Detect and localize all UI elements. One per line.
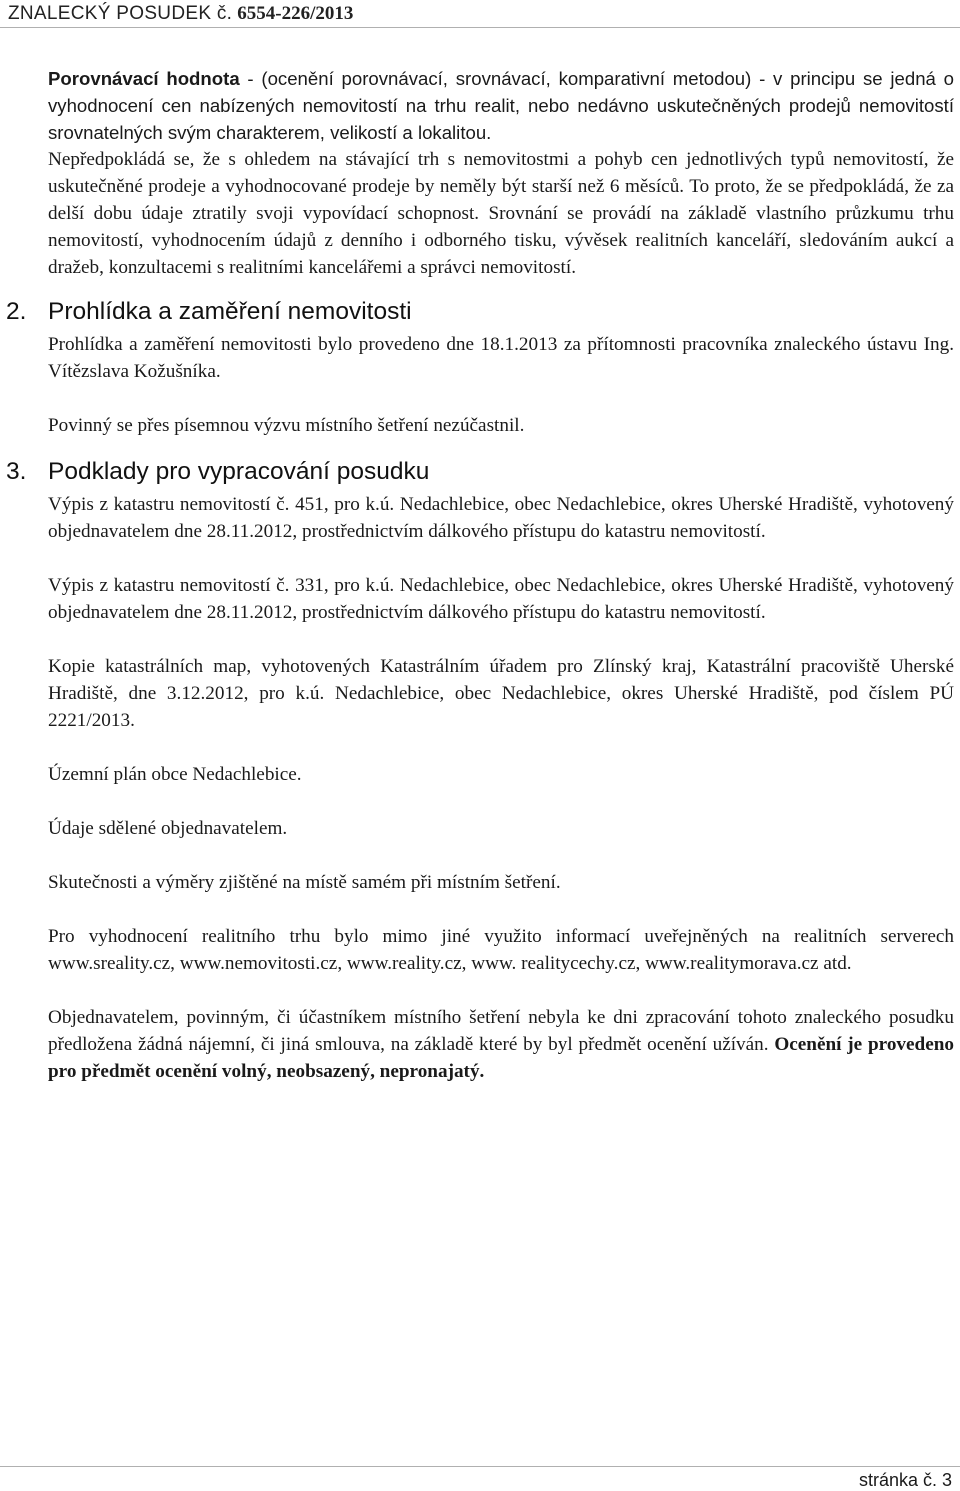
header-document-number: 6554-226/2013	[237, 3, 354, 24]
page-number: stránka č. 3	[858, 1470, 952, 1490]
source-item: Skutečnosti a výměry zjištěné na místě samém při místním šetření.	[48, 872, 561, 893]
source-item: Výpis z katastru nemovitostí č. 331, pro k.ú. Nedachlebice, obec Nedachlebice, okres Uherské Hradiště, vyhotovený objednavatelem dne 28.11.2012, prostřednictvím dálkového přístupu do katastru nemovitostí.	[48, 575, 954, 623]
section-heading-sources	[6, 457, 954, 487]
inspection-paragraph: Prohlídka a zaměření nemovitosti bylo provedeno dne 18.1.2013 za přítomnosti pracovníka znaleckého ústavu Ing. Vítězslava Kožušníka.	[48, 334, 954, 382]
page-header	[0, 0, 960, 28]
comparative-value-term: Porovnávací hodnota	[48, 68, 240, 89]
section-title: Podklady pro vypracování posudku	[48, 458, 430, 485]
section-number: 3.	[6, 458, 27, 485]
final-statement-text: Objednavatelem, povinným, či účastníkem místního šetření nebyla ke dni zpracování tohoto znaleckého posudku předložena žádná nájemní, či jiná smlouva, na základě které by byl předmět ocenění užíván.	[48, 1007, 954, 1055]
source-item: Údaje sdělené objednavatelem.	[48, 818, 288, 839]
comparative-value-paragraph	[48, 65, 954, 146]
comparative-value-text: - (ocenění porovnávací, srovnávací, komparativní metodou) - v principu se jedná o vyhodnocení cen nabízených nemovitostí na trhu realit, nebo nedávno uskutečněných prodejů nemovitostí srovnatelných svým charakterem, velikostí a lokalitou.	[48, 68, 954, 143]
market-text-rest: To proto, že se předpokládá, že za delší dobu údaje ztratily svoji vypovídací schopnost. Srovnání se provádí na základě vlastního průzkumu trhu nemovitostí, vyhodnocením údajů z denního i odborného tisku, vývěsek realitních kanceláří, sledováním aukcí a dražeb, konzultacemi s realitními kancelářemi a správci nemovitostí.	[48, 176, 954, 278]
section-number: 2.	[6, 298, 27, 325]
section-title: Prohlídka a zaměření nemovitosti	[48, 298, 412, 325]
header-title	[8, 3, 353, 25]
final-statement-paragraph	[48, 1004, 954, 1085]
source-item: Pro vyhodnocení realitního trhu bylo mimo jiné využito informací uveřejněných na realitních serverech www.sreality.cz, www.nemovitosti.cz, www.reality.cz, www. realitycechy.cz, www.realitymorava.cz atd.	[48, 926, 954, 974]
market-text-start: Nepředpokládá se, že s ohledem na stávající trh s nemovitostmi a pohyb cen jednotlivých typů nemovitostí, že uskutečněné prodeje a vyhodnocované prodeje by neměly být starší než 6 měsíců.	[48, 149, 954, 197]
absence-paragraph: Povinný se přes písemnou výzvu místního šetření nezúčastnil.	[48, 415, 525, 436]
source-item: Územní plán obce Nedachlebice.	[48, 764, 302, 785]
source-item: Výpis z katastru nemovitostí č. 451, pro k.ú. Nedachlebice, obec Nedachlebice, okres Uherské Hradiště, vyhotovený objednavatelem dne 28.11.2012, prostřednictvím dálkového přístupu do katastru nemovitostí.	[48, 494, 954, 542]
document-body	[6, 65, 954, 1085]
market-paragraph	[48, 146, 954, 281]
source-item: Kopie katastrálních map, vyhotovených Katastrálním úřadem pro Zlínský kraj, Katastrální pracoviště Uherské Hradiště, dne 3.12.2012, pro k.ú. Nedachlebice, obec Nedachlebice, okres Uherské Hradiště, pod číslem PÚ 2221/2013.	[48, 656, 954, 731]
final-statement-bold: Ocenění je provedeno pro předmět ocenění volný, neobsazený, nepronajatý.	[48, 1034, 954, 1082]
header-label: ZNALECKÝ POSUDEK č.	[8, 3, 233, 24]
section-heading-inspection	[6, 297, 954, 327]
page-footer	[0, 1466, 960, 1490]
